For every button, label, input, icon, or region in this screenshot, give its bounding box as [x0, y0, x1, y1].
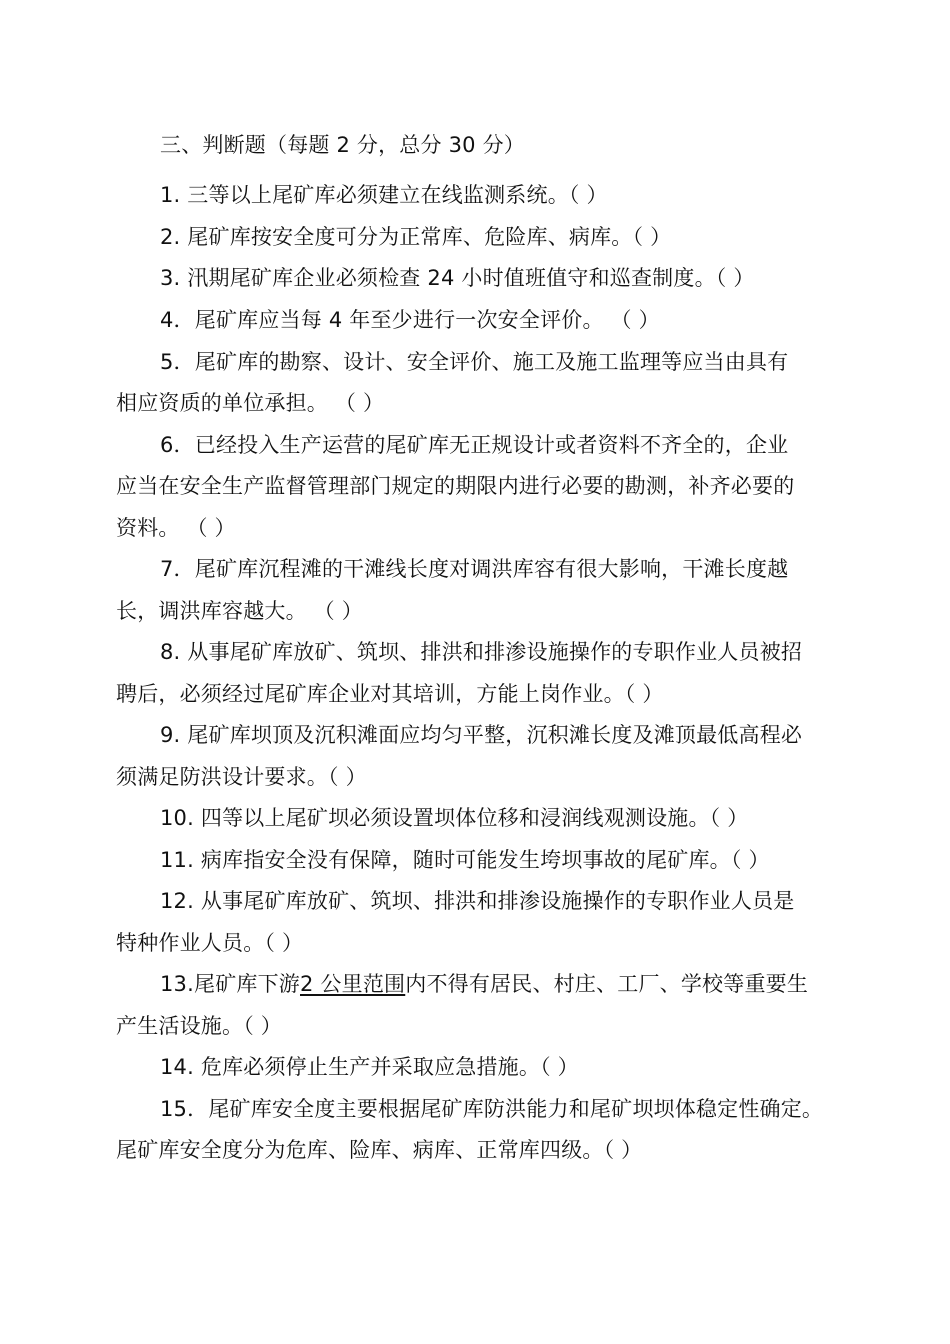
- question-7-line-2: 长，调洪库容越大。 （ ）: [116, 599, 363, 623]
- section-heading: 三、判断题（每题 2 分，总分 30 分）: [160, 133, 525, 157]
- question-5-line-2: 相应资质的单位承担。 （ ）: [116, 391, 385, 415]
- question-7-line-1: 7．尾矿库沉程滩的干滩线长度对调洪库容有很大影响，干滩长度越: [160, 557, 789, 581]
- question-15-line-2: 尾矿库安全度分为危库、险库、病库、正常库四级。（ ）: [116, 1138, 643, 1162]
- question-8-line-1: 8. 从事尾矿库放矿、筑坝、排洪和排渗设施操作的专职作业人员被招: [160, 640, 803, 664]
- question-6-line-3: 资料。 （ ）: [116, 516, 236, 540]
- question-12-line-1: 12. 从事尾矿库放矿、筑坝、排洪和排渗设施操作的专职作业人员是: [160, 889, 795, 913]
- question-4: 4．尾矿库应当每 4 年至少进行一次安全评价。 （ ）: [160, 308, 660, 332]
- question-13-underlined: 2 公里范围: [300, 972, 406, 996]
- question-1: 1. 三等以上尾矿库必须建立在线监测系统。（ ）: [160, 183, 608, 207]
- question-9-line-1: 9. 尾矿库坝顶及沉积滩面应均匀平整，沉积滩长度及滩顶最低高程必: [160, 723, 803, 747]
- question-13-prefix: 13.尾矿库下游: [160, 972, 300, 996]
- question-6-line-2: 应当在安全生产监督管理部门规定的期限内进行必要的勘测，补齐必要的: [116, 474, 795, 498]
- question-8-line-2: 聘后，必须经过尾矿库企业对其培训，方能上岗作业。（ ）: [116, 682, 664, 706]
- question-3: 3. 汛期尾矿库企业必须检查 24 小时值班值守和巡查制度。（ ）: [160, 266, 755, 290]
- question-11: 11. 病库指安全没有保障，随时可能发生垮坝事故的尾矿库。（ ）: [160, 848, 770, 872]
- question-9-line-2: 须满足防洪设计要求。（ ）: [116, 765, 367, 789]
- question-5-line-1: 5．尾矿库的勘察、设计、安全评价、施工及施工监理等应当由具有: [160, 350, 789, 374]
- question-10: 10. 四等以上尾矿坝必须设置坝体位移和浸润线观测设施。（ ）: [160, 806, 749, 830]
- question-2: 2. 尾矿库按安全度可分为正常库、危险库、病库。（ ）: [160, 225, 672, 249]
- question-13-suffix: 内不得有居民、村庄、工厂、学校等重要生: [405, 972, 809, 996]
- question-6-line-1: 6．已经投入生产运营的尾矿库无正规设计或者资料不齐全的，企业: [160, 433, 789, 457]
- question-13-line-1: [160, 970, 808, 998]
- question-14: 14. 危库必须停止生产并采取应急措施。（ ）: [160, 1055, 579, 1079]
- question-12-line-2: 特种作业人员。（ ）: [116, 931, 304, 955]
- question-15-line-1: 15．尾矿库安全度主要根据尾矿库防洪能力和尾矿坝坝体稳定性确定。: [160, 1097, 824, 1121]
- question-13-line-2: 产生活设施。（ ）: [116, 1014, 282, 1038]
